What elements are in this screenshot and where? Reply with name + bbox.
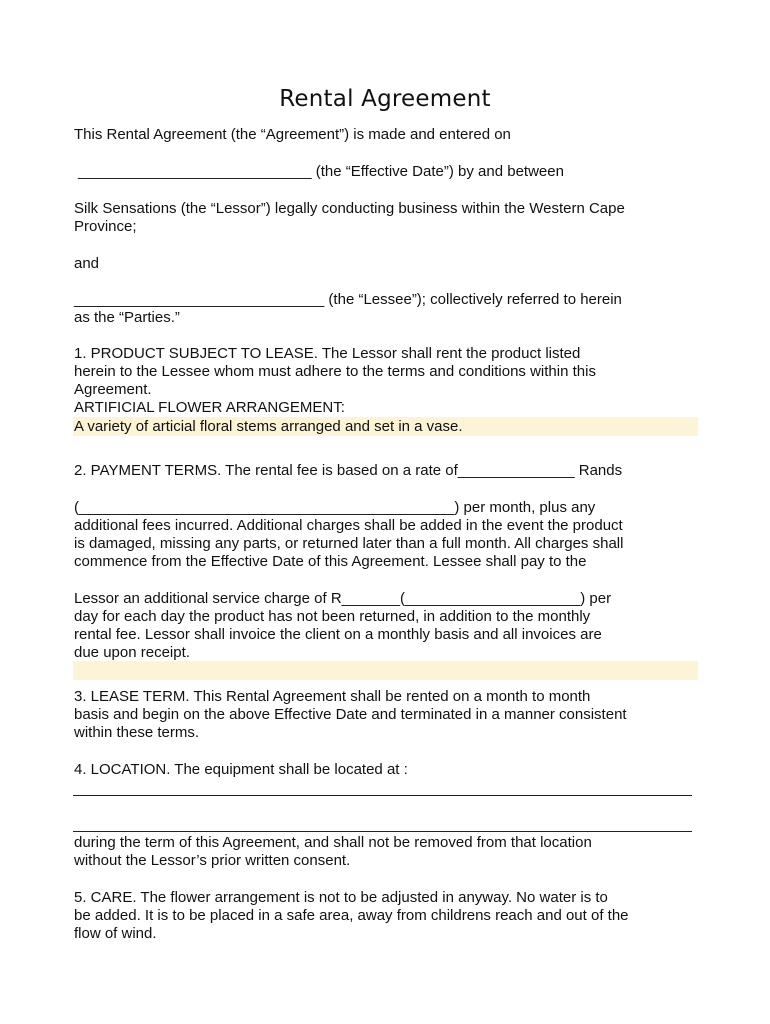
product-name: ARTIFICIAL FLOWER ARRANGEMENT: [74, 399, 345, 416]
document-title: Rental Agreement [279, 86, 491, 112]
section-payment-text: day for each day the product has not been returned, in addition to the monthly [74, 608, 591, 625]
section-term-text: within these terms. [74, 724, 200, 741]
location-blank-line [73, 831, 692, 832]
lessee-line: ______________________________ (the “Lessee”); collectively referred to herein [74, 291, 622, 308]
section-payment-text: rental fee. Lessor shall invoice the client on a monthly basis and all invoices are [74, 626, 602, 643]
location-blank-line [73, 795, 692, 796]
lessor-line: Province; [74, 218, 137, 235]
section-product-heading: 1. PRODUCT SUBJECT TO LEASE. The Lessor shall rent the product listed [74, 345, 581, 362]
section-location-heading: 4. LOCATION. The equipment shall be located at : [74, 761, 408, 778]
section-payment-text: commence from the Effective Date of this Agreement. Lessee shall pay to the [74, 553, 587, 570]
section-payment-text: is damaged, missing any parts, or returned later than a full month. All charges shall [74, 535, 624, 552]
lessee-line: as the “Parties.” [74, 309, 180, 326]
section-term-text: basis and begin on the above Effective Date and terminated in a manner consistent [74, 706, 627, 723]
section-payment-text: (_____________________________________________) per month, plus any [74, 499, 596, 516]
section-care-heading: 5. CARE. The flower arrangement is not to be adjusted in anyway. No water is to [74, 889, 608, 906]
effective-date-line: ____________________________ (the “Effective Date”) by and between [78, 163, 564, 180]
section-product-text: herein to the Lessee whom must adhere to the terms and conditions within this [74, 363, 596, 380]
intro-line: This Rental Agreement (the “Agreement”) is made and entered on [74, 126, 511, 143]
and-text: and [74, 255, 100, 272]
lessor-line: Silk Sensations (the “Lessor”) legally conducting business within the Western Cape [74, 200, 625, 217]
product-description: A variety of articial floral stems arranged and set in a vase. [74, 418, 463, 435]
section-payment-text: Lessor an additional service charge of R_______(_____________________) per [74, 590, 612, 607]
section-product-text: Agreement. [74, 381, 152, 398]
section-location-text: during the term of this Agreement, and shall not be removed from that location [74, 834, 592, 851]
section-care-text: flow of wind. [74, 925, 157, 942]
highlight-band [73, 661, 698, 680]
section-location-text: without the Lessor’s prior written consent. [74, 852, 351, 869]
section-payment-text: due upon receipt. [74, 644, 190, 661]
section-payment-heading: 2. PAYMENT TERMS. The rental fee is based on a rate of______________ Rands [74, 462, 623, 479]
section-term-heading: 3. LEASE TERM. This Rental Agreement shall be rented on a month to month [74, 688, 591, 705]
section-care-text: be added. It is to be placed in a safe area, away from childrens reach and out of the [74, 907, 629, 924]
section-payment-text: additional fees incurred. Additional charges shall be added in the event the product [74, 517, 623, 534]
